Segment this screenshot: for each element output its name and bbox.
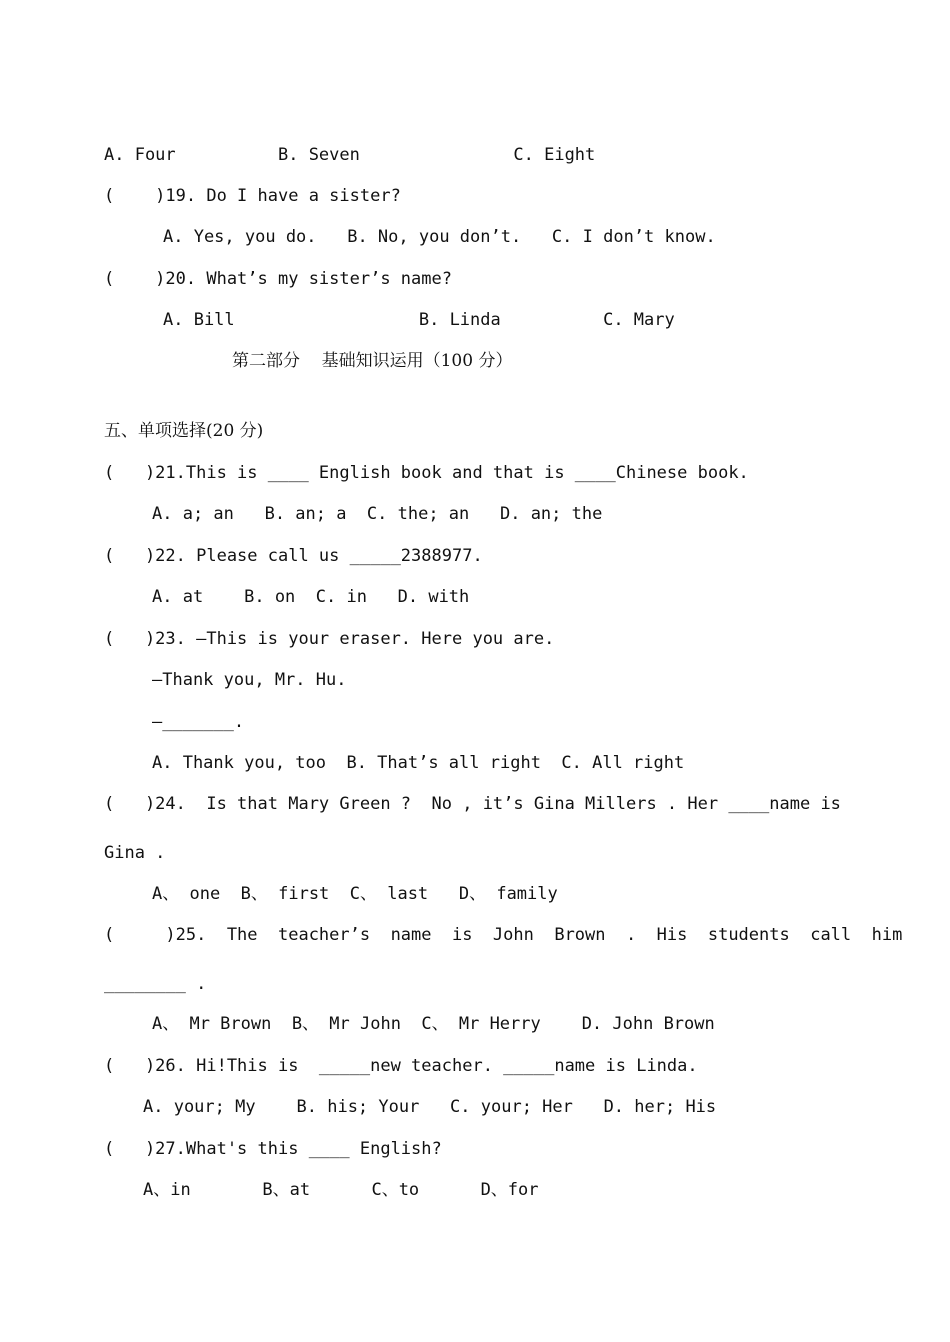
- question-27: ( )27.What's this ____ English?: [104, 1139, 442, 1159]
- question-24-continued: Gina .: [104, 843, 166, 863]
- section-five-heading: 五、单项选择(20 分): [104, 421, 264, 441]
- question-19: ( )19. Do I have a sister?: [104, 186, 401, 206]
- q18-options: A. Four B. Seven C. Eight: [104, 145, 596, 165]
- question-24: ( )24. Is that Mary Green ? No , it’s Gina Millers . Her ____name is: [104, 794, 841, 814]
- q24-options: A、 one B、 first C、 last D、 family: [152, 884, 558, 904]
- q19-options: A. Yes, you do. B. No, you don’t. C. I don’t know.: [163, 227, 716, 247]
- q23-options: A. Thank you, too B. That’s all right C. All right: [152, 753, 685, 773]
- question-21: ( )21.This is ____ English book and that is ____Chinese book.: [104, 463, 749, 483]
- q27-options: A、in B、at C、to D、for: [143, 1180, 539, 1200]
- question-22: ( )22. Please call us _____2388977.: [104, 546, 483, 566]
- q23-dialogue-blank: —_______.: [152, 712, 245, 732]
- q23-dialogue-line: —Thank you, Mr. Hu.: [152, 670, 347, 690]
- q20-options: A. Bill B. Linda C. Mary: [163, 310, 675, 330]
- question-20: ( )20. What’s my sister’s name?: [104, 269, 452, 289]
- q26-options: A. your; My B. his; Your C. your; Her D. her; His: [143, 1097, 717, 1117]
- question-26: ( )26. Hi!This is _____new teacher. _____name is Linda.: [104, 1056, 698, 1076]
- q25-options: A、 Mr Brown B、 Mr John C、 Mr Herry D. John Brown: [152, 1014, 715, 1034]
- question-25: ( )25. The teacher’s name is John Brown . His students call him: [104, 925, 903, 945]
- q22-options: A. at B. on C. in D. with: [152, 587, 470, 607]
- question-23: ( )23. —This is your eraser. Here you are.: [104, 629, 555, 649]
- q21-options: A. a; an B. an; a C. the; an D. an; the: [152, 504, 603, 524]
- question-25-continued: ________ .: [104, 974, 207, 994]
- part-two-heading: 第二部分 基础知识运用（100 分）: [232, 351, 513, 371]
